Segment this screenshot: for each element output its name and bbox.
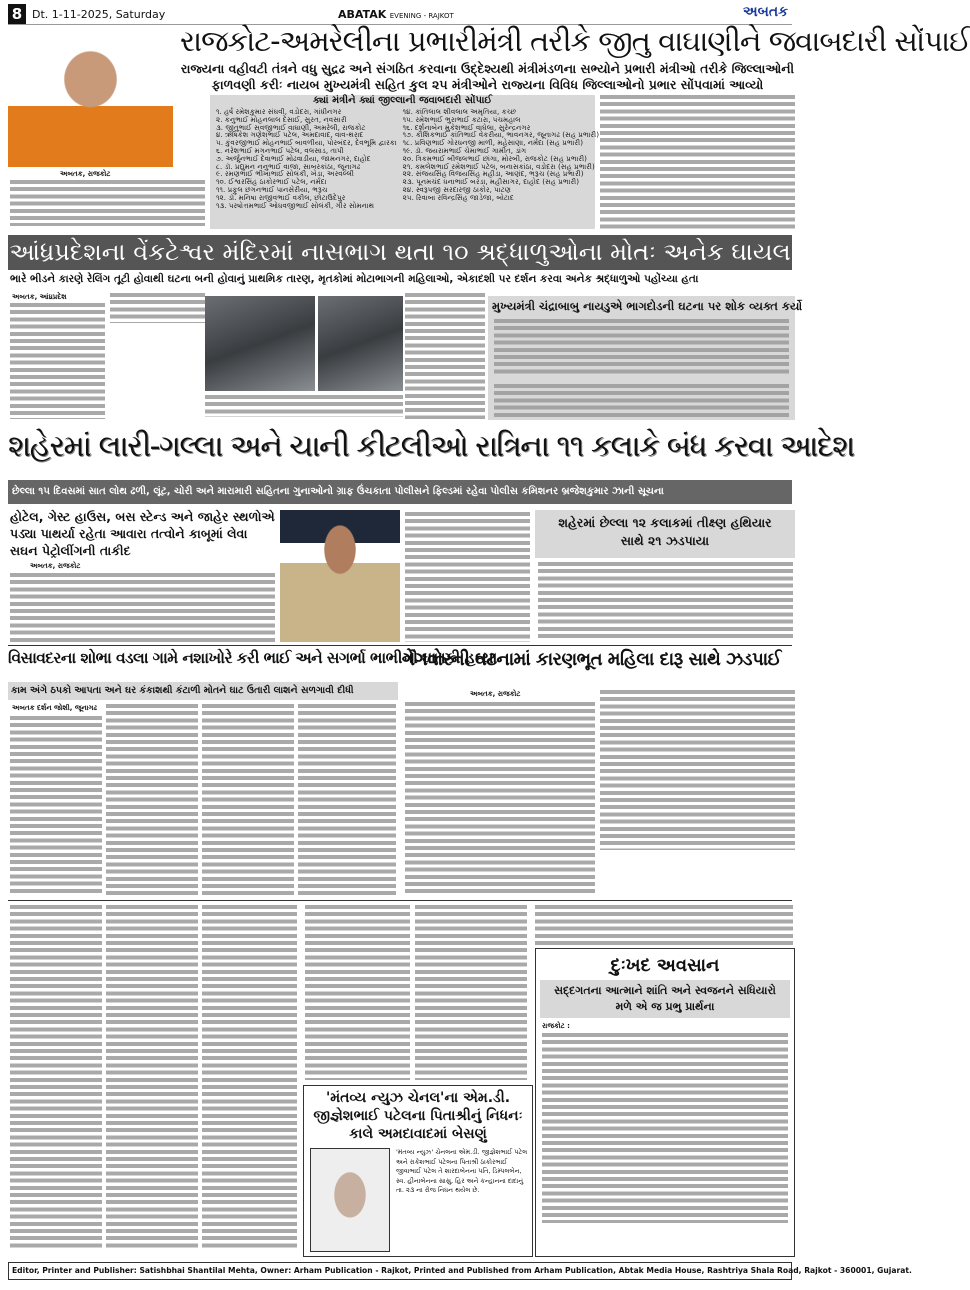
minister-list-item: ૨૩. પૂનમચંદ ધનાભાઈ બરંડા, મહીસાગર, દાહોદ (સહ પ્રભારી) (402, 177, 580, 187)
obituary-box-mantavya (303, 1085, 533, 1257)
minister-list-item: ૬. નરેશભાઈ મગનભાઈ પટેલ, વલસાડ, તાપી (216, 145, 344, 155)
obituary-box-dukhad (535, 948, 795, 1257)
obituary2-body (542, 1033, 788, 1223)
masthead-bar (8, 4, 792, 25)
story1-headline: રાજકોટ-અમરેલીના પ્રભારીમંત્રી તરીકે જીતુ વાઘાણીને જવાબદારી સોંપાઈ (180, 24, 970, 58)
story1-right-block (180, 61, 795, 229)
story3-left-headline: હોટેલ, ગેસ્ટ હાઉસ, બસ સ્ટેન્ડ અને જાહેર સ્થળોએ પડ્યા પાથર્યા રહેતા આવારા તત્વોને કાબૂમાં લેવા સઘન પેટ્રોલીંગની તાકીદ (10, 509, 275, 558)
section-divider (8, 645, 792, 646)
story2-body-col3 (405, 293, 485, 419)
lower-body-col4 (305, 905, 410, 1080)
minister-list-item: ૩. જીતુભાઈ સવજીભાઈ વાઘાણી, અમરેલી, રાજકોટ (216, 122, 366, 132)
minister-list-item: ૧૫. રમેશભાઈ ભુરાભાઈ કટારા, પંચમહાલ (402, 114, 521, 124)
photo-captions (205, 395, 403, 417)
minister-list-item: ૨૨. સંજયસિંહ વિજયસિંહ મહીડા, આણંદ, ભરૂચ (સહ પ્રભારી) (402, 169, 584, 179)
story5-body-col1 (405, 702, 595, 896)
edition-text: EVENING - RAJKOT (389, 12, 454, 20)
weapons-arrest-body (538, 562, 793, 640)
story5-body-col2 (600, 690, 795, 850)
police-commissioner-photo (280, 510, 400, 642)
minister-list (210, 107, 600, 210)
story2-subheadline: ભારે ભીડને કારણે રેલિંગ તૂટી હોવાથી ઘટના બની હોવાનું પ્રાથમિક તારણ, મૃતકોમાં મોટાભાગની મહિલાઓ, એકાદશી પર દર્શન કરવા અનેક શ્રદ્ધાળુઓ પહોંચ્યા હતા (10, 273, 699, 285)
story4-subheadline: કામ અંગે ઠપકો આપતા અને ઘર કંકાશથી કંટાળી મોતને ઘાટ ઉતારી લાશને સળગાવી દીધી (11, 685, 354, 696)
minister-list-item: ૧. હર્ષ રમેશકુમાર સંઘવી, વડોદરા, ગાંધીનગર (216, 107, 342, 116)
imprint-footer (8, 1262, 912, 1280)
minister-list-item: ૪. ઋષિકેશ ગણેશભાઈ પટેલ, અમદાવાદ, વાવ-થરાદ (216, 130, 364, 140)
obituary1-photo (310, 1148, 390, 1252)
story3-left-block (10, 508, 275, 642)
minister-list-item: ૧૯. ડૉ. જયરામભાઈ ચેમાભાઈ ગામીત, ડાંગ (402, 145, 527, 155)
story3-dateline: અબતક, રાજકોટ (30, 562, 81, 570)
lower-body-col6 (535, 905, 793, 945)
story3-subheadline: છેલ્લા ૧૫ દિવસમાં સાત લોથ ઢળી, લૂંટ, ચોરી અને મારામારી સહિતના ગુનાઓનો ગ્રાફ ઉંચકાતા પોલીસને ફિલ્ડમાં રહેવા પોલીસ કમિશનર બ્રજેશકુમાર ઝાની સૂચના (12, 486, 664, 497)
story4-subheadline-bar (8, 682, 398, 700)
story5-dateline: અબતક, રાજકોટ (470, 690, 521, 698)
story3-subheadline-bar (8, 480, 792, 504)
minister-list-item: ૯. રમણભાઈ ભીખાભાઈ સોલંકી, ખેડા, અરવલ્લી (216, 169, 354, 179)
minister-list-item: ૨. કનુભાઈ મોહનલાલ દેસાઈ, સુરત, નવસારી (216, 114, 347, 124)
page-number: 8 (8, 4, 26, 24)
cm-reaction-box (488, 296, 803, 420)
lower-body-col5 (415, 905, 527, 1080)
story2-headline-bar (8, 235, 792, 270)
story2-body-col2 (110, 293, 205, 323)
minister-list-box (210, 95, 600, 229)
issue-date: Dt. 1-11-2025, Saturday (32, 8, 166, 21)
abatak-logo: અબતક (742, 4, 788, 20)
story4-body-col2 (106, 704, 198, 896)
cm-reaction-body (494, 319, 789, 374)
minister-list-item: ૭. અર્જુનભાઈ દેવાભાઈ મોઢવાડીયા, જામનગર, દાહોદ (216, 153, 371, 163)
story4-body-col3 (202, 704, 294, 896)
lower-body-col2 (106, 905, 198, 1250)
story1-body-left (10, 180, 205, 226)
story2-dateline: અબતક, આંધ્રપ્રદેશ (12, 293, 67, 301)
lower-divider (8, 900, 792, 901)
minister-list-title: ક્યાં મંત્રીને ક્યાં જીલ્લાની જવાબદારી સોંપાઈ (312, 95, 493, 106)
weapons-arrest-headline: શહેરમાં છેલ્લા ૧૨ કલાકમાં તીક્ષ્ણ હથિયાર સાથે ૨૧ ઝડપાયા (558, 515, 772, 548)
imprint-text: Editor, Printer and Publisher: Satishbhai Shantilal Mehta, Owner: Arham Publication - Rajkot, Printed and Published from Arham Publication, Abtak Media House, Rashtriya Shala Road, Rajkot - 360001, Gujarat. (12, 1266, 912, 1275)
minister-list-item: ૧૮. પ્રવિણભાઈ ગોરધનજી માળી, મહેસાણા, નર્મદા (સહ પ્રભારી) (402, 138, 583, 148)
story1-dateline: અબતક, રાજકોટ (60, 170, 111, 178)
story3-body-mid (405, 512, 530, 642)
minister-list-item: ૨૧. કમલેશભાઈ રમેશભાઈ પટેલ, બનાસકાંઠા, વડોદરા (સહ પ્રભારી) (402, 161, 595, 171)
minister-list-item: ૫. કુંવરજીભાઈ મોહનભાઈ બાવળીયા, પોરબંદર, દેવભૂમિ દ્વારકા (216, 138, 397, 148)
minister-list-item: ૧૧. પ્રફુલ છગનભાઈ પાનસેરીયા, ભરૂચ (216, 184, 328, 194)
minister-list-item: ૨૦. ત્રિકમભાઈ બીજલભાઈ છાંગા, મોરબી, રાજકોટ (સહ પ્રભારી) (402, 153, 587, 163)
story1-lower-row (180, 95, 795, 229)
obituary1-headline: 'મંતવ્ય ન્યુઝ ચેનલ'ના એમ.ડી. જીજ્ઞેશભાઈ પટેલના પિતાશ્રીનું નિધનઃ કાલે અમદાવાદમાં બેસણું (313, 1090, 523, 1142)
story2-body-col1 (10, 303, 105, 419)
minister-list-item: ૧૨. ડૉ. મનિષા રાજીવભાઈ વકીલ, છોટાઉદેપુર (216, 192, 346, 202)
cm-reaction-headline: મુખ્યમંત્રી ચંદ્રાબાબુ નાયડુએ ભાગદોડની ઘટના પર શોક વ્યક્ત કર્યો (492, 299, 803, 313)
obituary1-lead: 'મંતવ્ય ન્યુઝ' ચેનલના એમ.ડી. જીજ્ઞેશભાઈ પટેલ અને રાકેશભાઈ પટેલના પિતાશ્રી ઠાકોરભાઈ જીવાભાઈ પટેલ તે શારદાબેનના પતિ, ડિમ્પલબેન, સ્વ. હીનાબેનના સાસુ, હિર અને કન્હાનના દાદાનું તા. ૨૩ ના રોજ નિધન થયેલ છે. (396, 1148, 528, 1194)
story5-headline: ગેંગવોરની ઘટનામાં કારણભૂત મહિલા દારૂ સાથે ઝડપાઈ (402, 649, 782, 670)
minister-list-item: ૧૭. કૌશિકભાઈ કાંતિભાઈ વેકરીયા, ભાવનગર, જૂનાગઢ (સહ પ્રભારી) (402, 130, 600, 140)
story3-headline: શહેરમાં લારી-ગલ્લા અને ચાની કીટલીઓ રાત્રિના ૧૧ કલાકે બંધ કરવા આદેશ (8, 429, 854, 464)
stampede-photo-2 (318, 296, 403, 391)
obituary2-title: દુઃખદ અવસાન (610, 955, 720, 976)
story2-body-bottom (494, 384, 789, 419)
minister-list-item: ૨૫. રિવાબા રવિન્દ્રસિંહ જાડેજા, બોટાદ (402, 192, 514, 202)
minister-list-item: ૧૬. દર્શનાબેન મુકેશભાઈ વાઘેલા, સુરેન્દ્રનગર (402, 122, 531, 132)
obituary2-dateline: રાજકોટ : (542, 1022, 570, 1030)
story4-body-col4 (298, 704, 396, 896)
stampede-photo-1 (205, 296, 315, 391)
story4-dateline: અબતક દર્શન જોશી, જૂનાગઢ (12, 704, 97, 712)
minister-list-item: ૧૩. પરષોત્તમભાઈ ઓધવજીભાઈ સોલંકી, ગીર સોમનાથ (216, 200, 375, 210)
paper-name-text: ABATAK (338, 8, 387, 21)
obituary1-content-row (304, 1146, 532, 1256)
minister-list-item: ૧૪. કાંતિલાલ શીવલાલ અમૃતિયા, કચ્છ (402, 107, 517, 116)
story3-body-left (10, 573, 275, 642)
story4-headline: વિસાવદરના શોભા વડલા ગામે નશાખોરે કરી ભાઈ અને સગર્ભા ભાભીની ઘાતકી હત્યા (8, 649, 497, 667)
lower-body-col3 (202, 905, 297, 1250)
minister-list-item: ૮. ડૉ. પ્રદ્યુમન નનુભાઈ વાજા, સાબરકાંઠા, જૂનાગઢ (216, 161, 361, 171)
story1-subheadline: રાજ્યના વહીવટી તંત્રને વધુ સુદ્રઢ અને સંગઠિત કરવાના ઉદ્દેશ્યથી મંત્રીમંડળના સભ્યોને પ્રભારી મંત્રીઓ તરીકે જિલ્લાઓની ફાળવણી કરીઃ નાયબ મુખ્યમંત્રી સહિત કુલ ૨૫ મંત્રીઓને રાજ્યના વિવિધ જિલ્લાઓનો પ્રભાર સોંપવામાં આવ્યો (180, 61, 795, 92)
story1-body-right (600, 95, 795, 229)
weapons-arrest-box (535, 510, 795, 558)
story2-headline: આંધ્રપ્રદેશના વેંકટેશ્વર મંદિરમાં નાસભાગ થતા ૧૦ શ્રદ્ધાળુઓના મોતઃ અનેક ઘાયલ (9, 238, 791, 266)
paper-name (338, 8, 454, 21)
minister-photo (8, 32, 173, 167)
story4-body-col1 (10, 716, 102, 896)
minister-list-item: ૨૪. સ્વરૂપજી સરદારજી ઠાકોર, પાટણ (402, 184, 512, 194)
minister-list-item: ૧૦. ઈશ્વરસિંહ ઠાકોરભાઈ પટેલ, નર્મદા (216, 177, 327, 187)
obituary2-subtitle: સદ્દગતના આત્માને શાંતિ અને સ્વજનને સધિયારો મળે એ જ પ્રભુ પ્રાર્થના (540, 980, 790, 1018)
lower-body-col1 (10, 905, 102, 1250)
